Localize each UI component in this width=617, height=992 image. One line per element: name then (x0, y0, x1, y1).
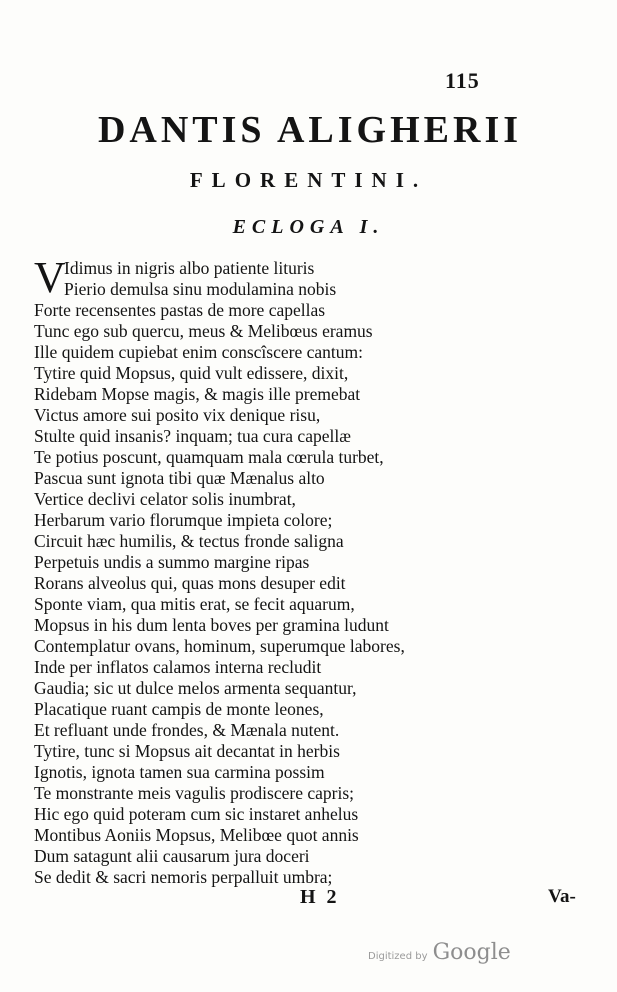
digitized-by-google-watermark (368, 940, 511, 965)
google-logo: Google (432, 940, 511, 965)
verse-line: Stulte quid insanis? inquam; tua cura capellæ (34, 426, 351, 446)
verse-line: Pascua sunt ignota tibi quæ Mænalus alto (34, 468, 325, 488)
verse-line: Se dedit & sacri nemoris perpalluit umbra; (34, 867, 333, 887)
verse-line: Et refluant unde frondes, & Mænala nutent. (34, 720, 340, 740)
page-subtitle: FLORENTINI. (189, 168, 428, 192)
verse-line: Ille quidem cupiebat enim conscîscere cantum: (34, 342, 363, 362)
signature-mark: H 2 (300, 886, 340, 908)
verse-line: Idimus in nigris albo patiente lituris (64, 258, 315, 278)
verse-line: Te potius poscunt, quamquam mala cœrula turbet, (34, 447, 384, 467)
verse-line: Tunc ego sub quercu, meus & Melibœus eramus (34, 321, 373, 341)
verse-line: Dum satagunt alii causarum jura doceri (34, 846, 310, 866)
verse-line: Tytire quid Mopsus, quid vult edissere, dixit, (34, 363, 349, 383)
verse-block (34, 253, 594, 888)
verse-line: Sponte viam, qua mitis erat, se fecit aquarum, (34, 594, 355, 614)
verse-line: Tytire, tunc si Mopsus ait decantat in herbis (34, 741, 340, 761)
drop-cap: V (34, 253, 66, 302)
verse-line: Hic ego quid poteram cum sic instaret anhelus (34, 804, 359, 824)
verse-line: Placatique ruant campis de monte leones, (34, 699, 324, 719)
verse-line: Pierio demulsa sinu modulamina nobis (64, 279, 337, 299)
verse-line: Forte recensentes pastas de more capellas (34, 300, 326, 320)
verse-line: Perpetuis undis a summo margine ripas (34, 552, 310, 572)
verse-line: Gaudia; sic ut dulce melos armenta sequantur, (34, 678, 357, 698)
verse-line: Inde per inflatos calamos interna recludit (34, 657, 322, 677)
verse-line: Vertice declivi celator solis inumbrat, (34, 489, 296, 509)
verse-line: Victus amore sui posito vix denique risu, (34, 405, 321, 425)
verse-line: Mopsus in his dum lenta boves per gramina ludunt (34, 615, 389, 635)
verse-line: Ridebam Mopse magis, & magis ille premebat (34, 384, 361, 404)
verse-line: Ignotis, ignota tamen sua carmina possim (34, 762, 325, 782)
watermark-prefix: Digitized by (368, 951, 428, 962)
verse-line: Montibus Aoniis Mopsus, Melibœe quot annis (34, 825, 359, 845)
section-title: ECLOGA I. (232, 216, 385, 238)
verse-line: Te monstrante meis vagulis prodiscere capris; (34, 783, 354, 803)
verse-line: Herbarum vario florumque impieta colore; (34, 510, 333, 530)
page-number: 115 (445, 68, 480, 93)
verse-line: Contemplatur ovans, hominum, superumque labores, (34, 636, 405, 656)
verse-line: Circuit hæc humilis, & tectus fronde saligna (34, 531, 344, 551)
catchword: Va- (548, 886, 576, 907)
page-title: DANTIS ALIGHERII (97, 109, 523, 151)
verse-line: Rorans alveolus qui, quas mons desuper edit (34, 573, 346, 593)
